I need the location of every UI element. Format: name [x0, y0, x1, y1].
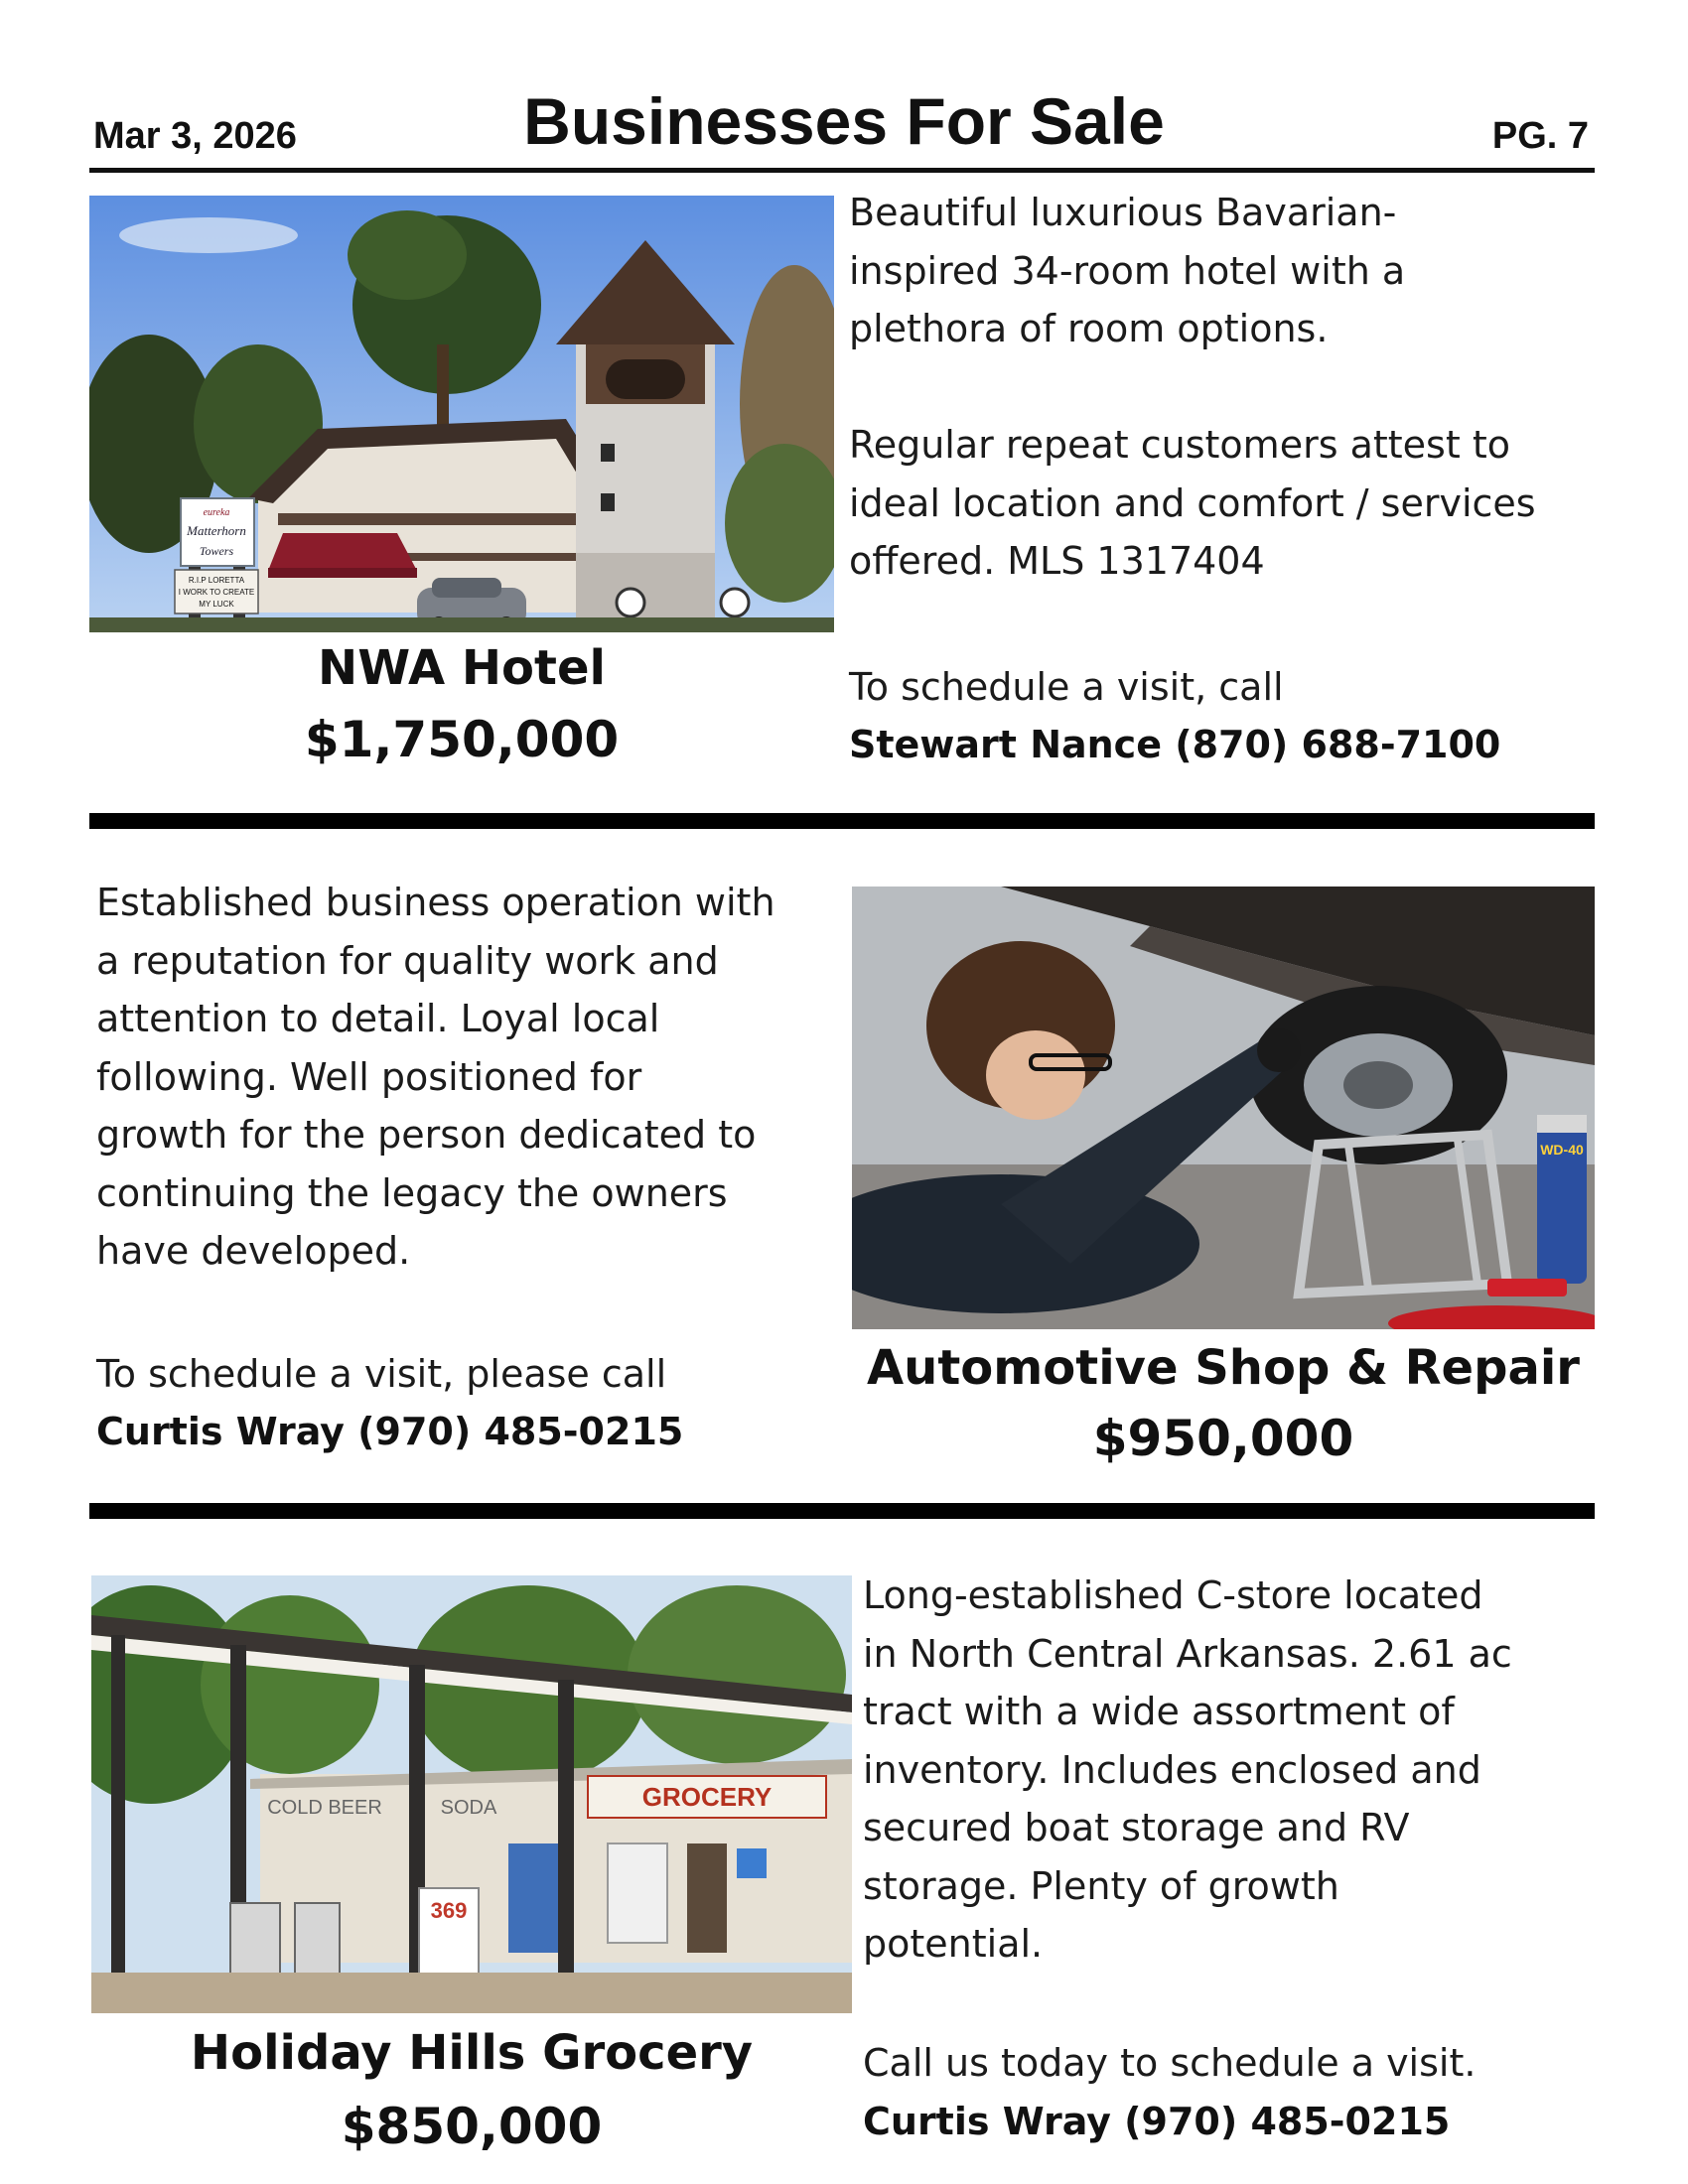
grocery-description: Long-established C-store located in North Central Arkansas. 2.61 ac tract with a wide assortment of inventory. Includes enclosed and secured boat storage and RV storage. Plenty of growth potential. — [863, 1573, 1512, 1966]
hotel-photo — [89, 196, 834, 632]
auto-description: Established business operation with a reputation for quality work and attention to detail. Loyal local following. Well positioned for growth for the person dedicated to continuing the legacy the owners have developed. — [96, 881, 775, 1273]
hotel-marquee-line-3: MY LUCK — [199, 600, 234, 609]
gas-price-sign: 369 — [430, 1898, 468, 1923]
auto-price: $950,000 — [1092, 1410, 1354, 1467]
auto-shop-photo — [852, 887, 1595, 1329]
hotel-contact[interactable]: Stewart Nance (870) 688-7100 — [849, 723, 1501, 766]
cold-beer-sign: COLD BEER — [267, 1797, 382, 1819]
auto-contact[interactable]: Curtis Wray (970) 485-0215 — [96, 1410, 684, 1453]
grocery-cta: Call us today to schedule a visit. — [863, 2041, 1477, 2085]
hotel-description: Beautiful luxurious Bavarian- inspired 34-room hotel with a plethora of room options. Regular repeat customers attest to ideal location and comfort / services offered. MLS 1317404 — [849, 191, 1536, 583]
header-divider — [89, 168, 1595, 173]
auto-name: Automotive Shop & Repair — [867, 1340, 1580, 1396]
wd40-can-label: WD-40 — [1540, 1142, 1584, 1158]
hotel-price: $1,750,000 — [304, 711, 620, 768]
hotel-sign-line-3: Towers — [199, 544, 234, 558]
hotel-sign-line-2: Matterhorn — [187, 523, 246, 538]
grocery-store-sign: GROCERY — [641, 1782, 773, 1812]
page-number: PG. 7 — [1491, 115, 1589, 157]
issue-date: Mar 3, 2026 — [93, 115, 297, 157]
page-title: Businesses For Sale — [523, 84, 1165, 158]
soda-sign: SODA — [440, 1797, 497, 1819]
hotel-name: NWA Hotel — [318, 640, 606, 696]
grocery-price: $850,000 — [341, 2098, 603, 2155]
hotel-marquee-line-1: R.I.P LORETTA — [188, 576, 245, 585]
grocery-name: Holiday Hills Grocery — [190, 2025, 754, 2081]
hotel-cta: To schedule a visit, call — [849, 665, 1284, 709]
section-divider-1 — [89, 813, 1595, 829]
hotel-marquee-line-2: I WORK TO CREATE — [178, 588, 255, 597]
grocery-photo — [91, 1575, 852, 2013]
auto-cta: To schedule a visit, please call — [96, 1352, 667, 1396]
section-divider-2 — [89, 1503, 1595, 1519]
grocery-contact[interactable]: Curtis Wray (970) 485-0215 — [863, 2100, 1451, 2143]
hotel-sign-line-1: eureka — [203, 507, 230, 518]
